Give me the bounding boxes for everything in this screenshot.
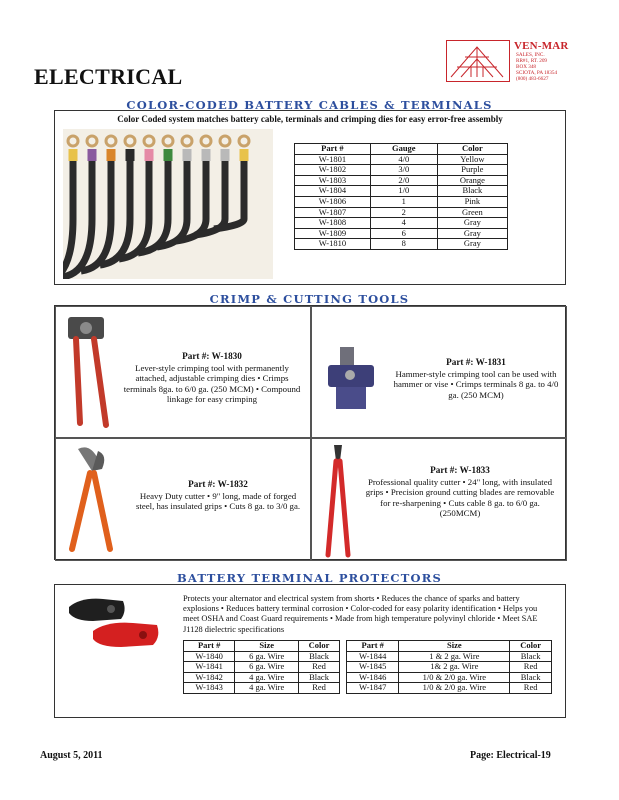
table-cell: Gray (437, 218, 507, 229)
table-cell: 6 ga. Wire (235, 651, 299, 662)
terminal-protectors-photo (63, 591, 167, 657)
table-cell: Red (299, 662, 340, 673)
table-cell: 1& 2 ga. Wire (399, 662, 510, 673)
column-header: Color (437, 144, 507, 155)
table-cell: Black (437, 186, 507, 197)
table-cell: Black (299, 651, 340, 662)
table-cell: W-1840 (184, 651, 235, 662)
battery-cables-caption: Color Coded system matches battery cable, terminals and crimping dies for easy error-free assembly (117, 114, 503, 124)
table-cell: W-1806 (295, 196, 371, 207)
table-cell: W-1809 (295, 228, 371, 239)
table-cell: 1 (370, 196, 437, 207)
table-cell: 1/0 (370, 186, 437, 197)
table-row (295, 218, 508, 229)
table-cell: Gray (437, 239, 507, 250)
cable-color-band (164, 149, 173, 161)
tool-description-w1830: Part #: W-1830 Lever-style crimping tool with permanently attached, adjustable crimping dies • Crimps terminals 8ga. to 6/0 ga. (250 MCM) • Compound linkage for easy crimping (123, 351, 301, 405)
table-cell: Black (510, 672, 552, 683)
tool-card-w1830 (55, 306, 311, 438)
table-cell: W-1844 (347, 651, 399, 662)
table-cell: 4 (370, 218, 437, 229)
table-cell: 2 (370, 207, 437, 218)
tool-text: Heavy Duty cutter • 9" long, made of forged steel, has insulated grips • Cuts 8 ga. to 3/0 ga. (135, 490, 301, 512)
table-cell: W-1807 (295, 207, 371, 218)
heavy-duty-cutter-photo (62, 445, 122, 555)
battery-cables-photo (63, 129, 273, 279)
tool-text: Professional quality cutter • 24" long, with insulated grips • Precision ground cutting blades are removable for re-sharpening • Cuts cable 8 ga. to 6/0 ga. (250MCM) (365, 476, 555, 519)
table-cell: 2/0 (370, 175, 437, 186)
table-row (184, 672, 340, 683)
part-number: W-1833 (459, 465, 490, 475)
part-number: W-1830 (211, 351, 242, 361)
table-row (295, 154, 508, 165)
column-header: Size (235, 641, 299, 652)
column-header: Size (399, 641, 510, 652)
protectors-table-right (346, 640, 552, 694)
table-row (295, 196, 508, 207)
table-row (184, 683, 340, 694)
table-cell: Red (299, 683, 340, 694)
battery-cables-panel (54, 110, 566, 285)
table-cell: 3/0 (370, 165, 437, 176)
table-row (347, 672, 552, 683)
lever-crimp-tool-photo (62, 313, 114, 433)
cable-color-band (202, 149, 211, 161)
table-cell: W-1810 (295, 239, 371, 250)
table-row (295, 239, 508, 250)
tool-description-w1832: Part #: W-1832 Heavy Duty cutter • 9" long, made of forged steel, has insulated grips • Cuts 8 ga. to 3/0 ga. (135, 479, 301, 512)
table-cell: 1/0 & 2/0 ga. Wire (399, 683, 510, 694)
cable-color-band (145, 149, 154, 161)
hammer-crimp-tool-photo (322, 345, 382, 415)
table-cell: W-1802 (295, 165, 371, 176)
table-header-row (347, 641, 552, 652)
table-cell: 4/0 (370, 154, 437, 165)
table-row (295, 207, 508, 218)
table-cell: Pink (437, 196, 507, 207)
protectors-description: Protects your alternator and electrical system from shorts • Reduces the chance of sparks and battery explosions • Reduces battery terminal corrosion • Color-coded for easy polarity identification • Helps you meet OSHA and Coast Guard requirements • Made from high temperature polyvinyl chloride • Meet SAE J1128 dielectric specifications (183, 594, 538, 634)
protectors-title: BATTERY TERMINAL PROTECTORS (177, 571, 442, 585)
table-row (295, 228, 508, 239)
table-row (347, 662, 552, 673)
table-cell: W-1808 (295, 218, 371, 229)
footer-date: August 5, 2011 (40, 750, 103, 761)
table-cell: 4 ga. Wire (235, 672, 299, 683)
tool-description-w1831: Part #: W-1831 Hammer-style crimping tool can be used with hammer or vise • Crimps terminals 8 ga. to 4/0 ga. (250 MCM) (393, 357, 559, 400)
tool-card-w1833 (311, 438, 567, 561)
table-row (295, 165, 508, 176)
column-header: Part # (295, 144, 371, 155)
tool-text: Hammer-style crimping tool can be used with hammer or vise • Crimps terminals 8 ga. to 4/0 ga. (250 MCM) (393, 368, 559, 400)
table-cell: W-1846 (347, 672, 399, 683)
table-cell: 8 (370, 239, 437, 250)
protectors-table-left (183, 640, 340, 694)
part-number: W-1832 (217, 479, 248, 489)
table-cell: Black (510, 651, 552, 662)
page-title: ELECTRICAL (34, 64, 183, 89)
cable-color-band (107, 149, 116, 161)
table-cell: Yellow (437, 154, 507, 165)
table-row (295, 186, 508, 197)
cable-color-band (69, 149, 78, 161)
logo-emblem (446, 40, 510, 82)
table-cell: W-1843 (184, 683, 235, 694)
column-header: Part # (347, 641, 399, 652)
company-logo (446, 40, 586, 86)
table-cell: W-1804 (295, 186, 371, 197)
cable-color-band (183, 149, 192, 161)
table-cell: W-1842 (184, 672, 235, 683)
logo-name: VEN-MAR (514, 40, 569, 52)
tool-description-w1833: Part #: W-1833 Professional quality cutter • 24" long, with insulated grips • Precision ground cutting blades are removable for re-sharpening • Cuts cable 8 ga. to 6/0 ga. (250MCM) (365, 465, 555, 519)
table-cell: Orange (437, 175, 507, 186)
table-cell: 6 (370, 228, 437, 239)
table-cell: 1 & 2 ga. Wire (399, 651, 510, 662)
column-header: Part # (184, 641, 235, 652)
cable-color-band (126, 149, 135, 161)
tool-card-w1831 (311, 306, 567, 438)
table-row (184, 651, 340, 662)
table-cell: Gray (437, 228, 507, 239)
column-header: Color (510, 641, 552, 652)
table-cell: W-1847 (347, 683, 399, 694)
table-cell: Black (299, 672, 340, 683)
battery-cables-title: COLOR-CODED BATTERY CABLES & TERMINALS (126, 98, 493, 112)
part-number: W-1831 (475, 357, 506, 367)
table-cell: 1/0 & 2/0 ga. Wire (399, 672, 510, 683)
table-cell: Red (510, 662, 552, 673)
table-row (347, 683, 552, 694)
table-cell: W-1801 (295, 154, 371, 165)
tool-card-w1832 (55, 438, 311, 561)
crimp-tools-title: CRIMP & CUTTING TOOLS (209, 292, 410, 306)
crimp-tools-panel (54, 305, 566, 560)
footer-page-number: Page: Electrical-19 (470, 750, 551, 761)
professional-cutter-photo (318, 443, 358, 559)
battery-cables-table (294, 143, 508, 250)
table-cell: 6 ga. Wire (235, 662, 299, 673)
column-header: Gauge (370, 144, 437, 155)
table-cell: W-1803 (295, 175, 371, 186)
table-cell: W-1841 (184, 662, 235, 673)
cable-color-band (221, 149, 230, 161)
table-cell: 4 ga. Wire (235, 683, 299, 694)
table-cell: Purple (437, 165, 507, 176)
table-row (184, 662, 340, 673)
cable-color-band (240, 149, 249, 161)
table-cell: Red (510, 683, 552, 694)
table-cell: Green (437, 207, 507, 218)
table-header-row (295, 144, 508, 155)
cable-color-band (88, 149, 97, 161)
table-row (347, 651, 552, 662)
table-cell: W-1845 (347, 662, 399, 673)
tool-text: Lever-style crimping tool with permanently attached, adjustable crimping dies • Crimps terminals 8ga. to 6/0 ga. (250 MCM) • Compound linkage for easy crimping (123, 362, 301, 405)
table-header-row (184, 641, 340, 652)
logo-address: SALES, INC. RR#1, RT. 209 BOX 348 SCIOTA, PA 18354 (800) 483-6627 (516, 52, 558, 82)
column-header: Color (299, 641, 340, 652)
table-row (295, 175, 508, 186)
